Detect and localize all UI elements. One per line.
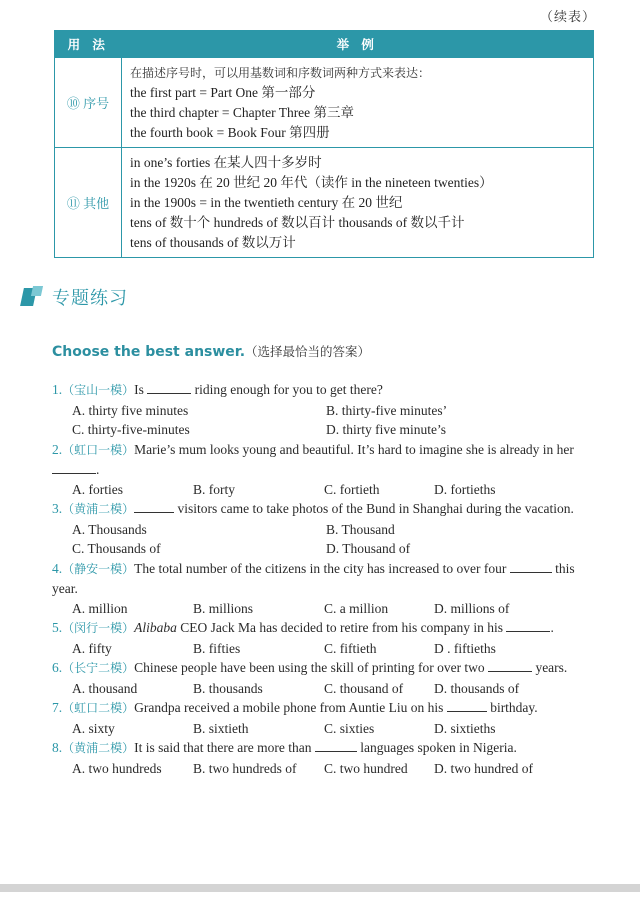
- question-text: riding enough for you to get there?: [194, 382, 383, 397]
- question-text: visitors came to take photos of the Bund in Shanghai during the vacation.: [177, 501, 574, 516]
- section-title: 专题练习: [52, 288, 128, 309]
- option-d[interactable]: D. two hundred of: [434, 760, 533, 776]
- question-text: years.: [535, 660, 568, 675]
- examples-cell: [122, 148, 594, 258]
- question-number: 5.: [52, 620, 63, 635]
- continued-tag: （续表）: [539, 9, 596, 24]
- question-source: （黄浦二模）: [62, 741, 135, 755]
- question-text: .: [550, 620, 554, 635]
- option-d[interactable]: D. Thousand of: [326, 541, 411, 556]
- question-source: （虹口一模）: [62, 442, 135, 457]
- option-d[interactable]: D. thirty five minute’s: [326, 422, 446, 437]
- answer-blank[interactable]: [488, 658, 532, 672]
- question-3: [52, 499, 592, 559]
- option-d[interactable]: D. fortieths: [434, 481, 496, 497]
- instruction: [52, 342, 370, 360]
- question-text: It is said that there are more than: [134, 740, 312, 755]
- example-line: the third chapter = Chapter Three 第三章: [130, 104, 355, 120]
- option-a[interactable]: A. thirty five minutes: [72, 402, 189, 418]
- question-text: Grandpa received a mobile phone from Auntie Liu on his: [134, 700, 444, 715]
- options: [52, 520, 592, 559]
- option-c[interactable]: C. fortieth: [324, 481, 380, 497]
- question-number: 8.: [52, 740, 63, 755]
- option-c[interactable]: C. fiftieth: [324, 640, 377, 656]
- examples-cell: [122, 58, 594, 148]
- option-c[interactable]: C. thousand of: [324, 680, 404, 696]
- option-c[interactable]: C. two hundred: [324, 760, 408, 776]
- question-number: 2.: [52, 441, 63, 457]
- question-1: [52, 380, 592, 440]
- answer-blank[interactable]: [147, 380, 191, 394]
- question-source: （宝山一模）: [62, 383, 135, 397]
- usage-cell: ⑪ 其他: [55, 148, 122, 258]
- option-c[interactable]: C. a million: [324, 600, 389, 616]
- example-line: in the 1920s 在 20 世纪 20 年代（读作 in the nineteen twenties）: [130, 174, 493, 190]
- question-source: （黄浦二模）: [62, 502, 135, 516]
- example-line: the first part = Part One 第一部分: [130, 84, 316, 100]
- example-line: tens of thousands of 数以万计: [130, 234, 296, 250]
- footer-bar: [0, 884, 640, 892]
- option-d[interactable]: D. sixtieths: [434, 720, 496, 736]
- answer-blank[interactable]: [134, 499, 174, 513]
- example-line: tens of 数十个 hundreds of 数以百计 thousands of 数以千计: [130, 214, 465, 230]
- example-line: in one’s forties 在某人四十多岁时: [130, 154, 322, 170]
- options: [52, 759, 592, 779]
- instruction-en: Choose the best answer.: [52, 344, 246, 360]
- example-line: in the 1900s = in the twentieth century 在 20 世纪: [130, 194, 403, 210]
- question-text: The total number of the citizens in the city has increased to over four: [134, 560, 507, 576]
- question-text: languages spoken in Nigeria.: [360, 740, 517, 755]
- usage-table: [54, 30, 594, 258]
- question-8: [52, 738, 592, 778]
- instruction-zh: （选择最恰当的答案）: [245, 344, 371, 359]
- option-b[interactable]: B. two hundreds of: [193, 760, 297, 776]
- question-source: （闵行一模）: [62, 621, 135, 635]
- table-row: [55, 58, 594, 148]
- question-number: 3.: [52, 501, 63, 516]
- section-heading: [22, 284, 128, 310]
- options: [52, 719, 592, 739]
- options: [52, 401, 592, 440]
- option-a[interactable]: A. million: [72, 600, 128, 616]
- answer-blank[interactable]: [447, 698, 487, 712]
- question-number: 7.: [52, 700, 63, 715]
- question-source: （长宁二模）: [62, 661, 135, 675]
- question-text: Is: [134, 382, 144, 397]
- option-c[interactable]: C. Thousands of: [72, 541, 161, 556]
- question-number: 6.: [52, 660, 63, 675]
- example-line: the fourth book = Book Four 第四册: [130, 124, 330, 140]
- option-d[interactable]: D . fiftieths: [434, 640, 496, 656]
- option-d[interactable]: D. thousands of: [434, 680, 520, 696]
- question-number: 1.: [52, 382, 63, 397]
- question-text: Marie’s mum looks young and beautiful. It’s hard to imagine she is already in her: [134, 441, 574, 457]
- question-text: Chinese people have been using the skill of printing for over two: [134, 660, 485, 675]
- question-2: [52, 440, 592, 500]
- option-a[interactable]: A. forties: [72, 481, 123, 497]
- question-source: （虹口二模）: [62, 701, 135, 715]
- question-source: （静安一模）: [62, 561, 135, 576]
- question-number: 4.: [52, 560, 63, 576]
- options: [52, 480, 592, 500]
- header-examples: 举 例: [122, 31, 594, 58]
- option-c[interactable]: C. thirty-five-minutes: [72, 422, 190, 437]
- question-text: CEO Jack Ma has decided to retire from his company in his: [180, 620, 504, 635]
- option-a[interactable]: A. thousand: [72, 680, 138, 696]
- option-b[interactable]: B. fifties: [193, 640, 241, 656]
- question-7: [52, 698, 592, 738]
- brand-name: Alibaba: [134, 620, 177, 635]
- question-6: [52, 658, 592, 698]
- question-text: .: [96, 462, 100, 477]
- option-c[interactable]: C. sixties: [324, 720, 375, 736]
- header-usage: 用 法: [55, 31, 122, 58]
- option-b[interactable]: B. Thousand: [326, 521, 395, 537]
- table-header-row: [55, 31, 594, 58]
- answer-blank[interactable]: [52, 460, 96, 474]
- option-a[interactable]: A. sixty: [72, 720, 115, 736]
- question-text: this year.: [52, 560, 575, 596]
- option-b[interactable]: B. sixtieth: [193, 720, 249, 736]
- question-text: birthday.: [490, 700, 538, 715]
- table-row: [55, 148, 594, 258]
- answer-blank[interactable]: [510, 559, 552, 573]
- option-b[interactable]: B. forty: [193, 481, 235, 497]
- question-5: [52, 618, 592, 658]
- option-a[interactable]: A. Thousands: [72, 521, 147, 537]
- option-b[interactable]: B. thousands: [193, 680, 263, 696]
- options: [52, 679, 592, 699]
- section-marker-icon: [22, 286, 44, 308]
- option-d[interactable]: D. millions of: [434, 600, 510, 616]
- options: [52, 599, 592, 619]
- option-b[interactable]: B. thirty-five minutes’: [326, 402, 448, 418]
- answer-blank[interactable]: [506, 618, 550, 632]
- example-line: 在描述序号时，可以用基数词和序数词两种方式来表达：: [130, 65, 431, 80]
- question-4: [52, 559, 592, 619]
- option-a[interactable]: A. fifty: [72, 640, 112, 656]
- answer-blank[interactable]: [315, 738, 357, 752]
- option-a[interactable]: A. two hundreds: [72, 760, 162, 776]
- option-b[interactable]: B. millions: [193, 600, 254, 616]
- question-list: [52, 380, 592, 778]
- options: [52, 639, 592, 659]
- usage-cell: ⑩ 序号: [55, 58, 122, 148]
